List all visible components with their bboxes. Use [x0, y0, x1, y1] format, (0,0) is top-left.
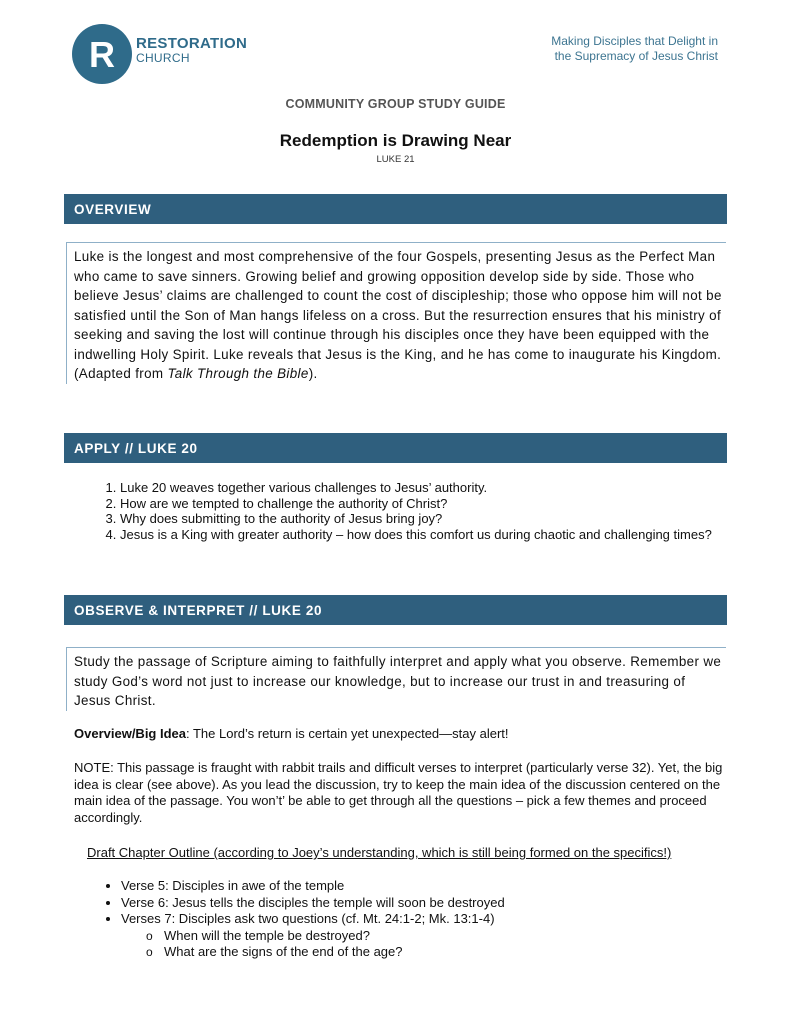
circle-bullet-icon: o — [146, 928, 153, 943]
chapter-outline-list — [100, 878, 741, 961]
list-item: 1. Luke 20 weaves together various challenges to Jesus’ authority. — [120, 480, 720, 496]
overview-heading: OVERVIEW — [74, 202, 152, 217]
circle-bullet-icon: o — [146, 945, 153, 959]
list-item: • Verses 7: Disciples ask two questions (cf. Mt. 24:1-2; Mk. 13:1-4) o When will the temple be destroyed? o What are the signs of the end of the age? — [121, 911, 741, 961]
tagline-line2: the Supremacy of Jesus Christ — [554, 49, 718, 63]
page-title: Redemption is Drawing Near — [279, 131, 512, 150]
logo-wordmark — [136, 36, 247, 65]
big-idea — [74, 726, 724, 741]
guide-label: COMMUNITY GROUP STUDY GUIDE — [285, 97, 506, 111]
big-idea-label: Overview/Big Idea — [74, 726, 186, 741]
tagline — [551, 34, 718, 64]
observe-intro-box — [66, 647, 726, 711]
observe-heading-bar — [64, 595, 727, 625]
apply-heading: APPLY // LUKE 20 — [74, 441, 198, 456]
logo-letter: R — [89, 34, 115, 75]
sub-list-item: o When will the temple be destroyed? — [146, 927, 370, 943]
overview-text: Luke is the longest and most comprehensive of the four Gospels, presenting Jesus as the Perfect Man who came to save sinners. Growing belief and growing opposition develop side by side. Those who believe Jesus’ claims are challenged to count the cost of discipleship; those who oppose him will not be satisfied until the Son of Man hangs lifeless on a cross. But the resurrection ensures that his ministry of seeking and saving the lost will continue through his disciples once they have been equipped with the indwelling Holy Spirit. Luke reveals that Jesus is the King, and he has come to inaugurate his Kingdom. (Adapted from Talk Through the Bible). — [74, 249, 722, 381]
list-item: • Verse 5: Disciples in awe of the temple — [121, 878, 741, 895]
list-item: 2. How are we tempted to challenge the authority of Christ? — [120, 496, 720, 512]
list-item: 3. Why does submitting to the authority of Jesus bring joy? — [120, 511, 720, 527]
overview-box — [66, 242, 726, 384]
big-idea-text: : The Lord’s return is certain yet unexpected—stay alert! — [186, 726, 509, 741]
overview-heading-bar — [64, 194, 727, 224]
page-subtitle: LUKE 21 — [376, 154, 415, 165]
list-item: • Verse 6: Jesus tells the disciples the temple will soon be destroyed — [121, 895, 741, 912]
restoration-church-logo-icon — [72, 24, 132, 84]
observe-heading: OBSERVE & INTERPRET // LUKE 20 — [74, 603, 323, 618]
leader-note: NOTE: This passage is fraught with rabbit trails and difficult verses to interpret (particularly verse 32). Yet, the big idea is clear (see above). As you lead the discussion, try to keep the main idea of the discussion centered on the main idea of the passage. You won’t’ be able to get through all the questions – pick a few themes and proceed accordingly. — [74, 760, 723, 825]
apply-question-list — [97, 480, 720, 542]
apply-heading-bar — [64, 433, 727, 463]
sub-list-item: o What are the signs of the end of the age? — [146, 944, 403, 959]
logo-line2: CHURCH — [136, 51, 190, 65]
list-item: 4. Jesus is a King with greater authority – how does this comfort us during chaotic and challenging times? — [120, 527, 720, 543]
overview-source-title: Talk Through the Bible — [167, 366, 309, 381]
observe-intro-text: Study the passage of Scripture aiming to faithfully interpret and apply what you observe. Remember we study God’s word not just to increase our knowledge, but to increase our trust in and treasuring of Jesus Christ. — [74, 654, 722, 708]
logo-line1: RESTORATION — [136, 35, 248, 52]
sub-outline-list — [121, 928, 741, 961]
tagline-line1: Making Disciples that Delight in — [551, 34, 718, 48]
outline-title: Draft Chapter Outline (according to Joey’s understanding, which is still being formed on the specifics!) — [87, 845, 672, 860]
